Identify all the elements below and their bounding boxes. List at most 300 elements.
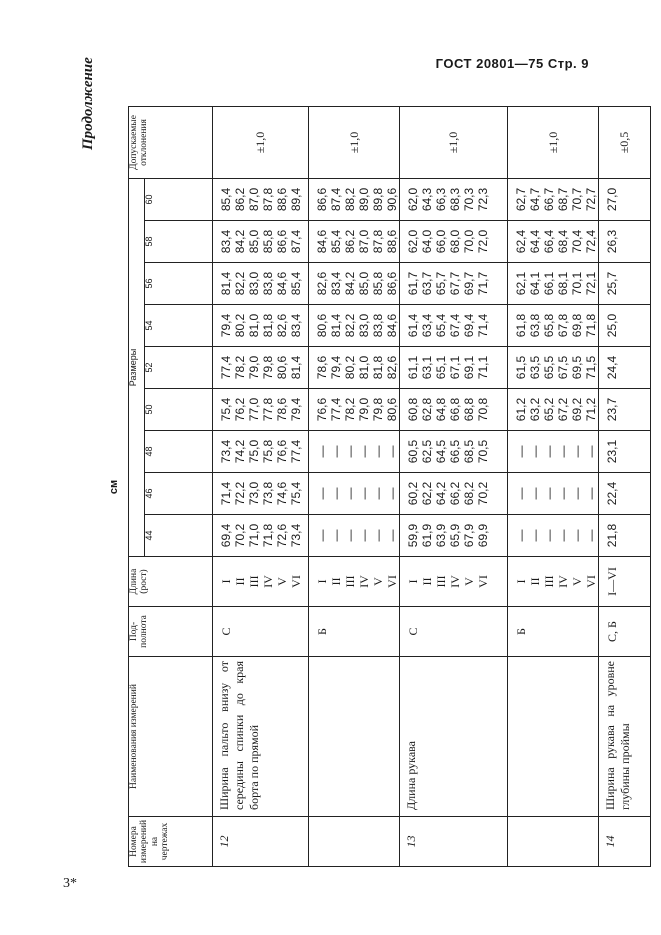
size-value: 85,4 <box>329 229 343 254</box>
size-value: 60,8 <box>406 397 420 422</box>
size-value: 73,4 <box>219 439 233 464</box>
size-value: — <box>357 445 371 458</box>
size-value: 66,3 <box>434 187 448 212</box>
size-value: 69,1 <box>462 355 476 380</box>
size-value: 71,7 <box>476 271 490 296</box>
size-value: 62,5 <box>420 439 434 464</box>
size-value: 83,4 <box>289 313 303 338</box>
size-value: 87,0 <box>357 229 371 254</box>
size-value: 83,0 <box>357 313 371 338</box>
header-size: 58 <box>145 221 213 263</box>
length-value: II <box>233 577 247 586</box>
size-value: 89,8 <box>371 187 385 212</box>
size-value: 71,5 <box>584 355 598 380</box>
size-value: 78,2 <box>343 397 357 422</box>
size-value: 66,0 <box>434 229 448 254</box>
size-value: 79,8 <box>371 397 385 422</box>
size-value: 64,7 <box>528 187 542 212</box>
size-value: 68,7 <box>556 187 570 212</box>
size-value: 71,0 <box>247 523 261 548</box>
header-size: 56 <box>145 263 213 305</box>
size-value: — <box>343 529 357 542</box>
size-value: 76,6 <box>315 397 329 422</box>
length-value: III <box>542 575 556 588</box>
size-value: 61,7 <box>406 271 420 296</box>
size-value-cell <box>309 263 400 305</box>
size-value: 78,6 <box>275 397 289 422</box>
size-value: — <box>385 487 399 500</box>
size-value: — <box>528 487 542 500</box>
size-value: 63,1 <box>420 355 434 380</box>
table-row <box>400 106 508 866</box>
size-value: — <box>343 445 357 458</box>
size-value: 66,4 <box>542 229 556 254</box>
size-value: 81,4 <box>289 355 303 380</box>
size-value-cell <box>508 515 599 557</box>
size-value: 81,0 <box>357 355 371 380</box>
measurement-number <box>508 817 599 867</box>
size-value: 82,2 <box>233 271 247 296</box>
size-value: 82,6 <box>315 271 329 296</box>
size-value-cell <box>309 305 400 347</box>
size-value: 65,4 <box>434 313 448 338</box>
size-value: — <box>556 445 570 458</box>
size-value: — <box>542 445 556 458</box>
size-value-cell <box>309 347 400 389</box>
size-value: 69,7 <box>462 271 476 296</box>
length-value: III <box>343 575 357 588</box>
size-value: 62,0 <box>406 187 420 212</box>
size-value: 67,8 <box>556 313 570 338</box>
length-value: VI <box>584 575 598 588</box>
size-value: 72,0 <box>476 229 490 254</box>
size-value: 85,0 <box>247 229 261 254</box>
size-value: 82,6 <box>385 355 399 380</box>
length-value: IV <box>357 575 371 588</box>
length-value: V <box>371 577 385 586</box>
size-value: 59,9 <box>406 523 420 548</box>
size-value: 62,8 <box>420 397 434 422</box>
header-size: 52 <box>145 347 213 389</box>
size-value: 76,2 <box>233 397 247 422</box>
size-value-cell <box>400 389 508 431</box>
size-value-cell <box>599 515 651 557</box>
header-size: 46 <box>145 473 213 515</box>
length-cell <box>599 557 651 607</box>
size-value: 86,2 <box>233 187 247 212</box>
measurement-number <box>309 817 400 867</box>
size-value: 77,8 <box>261 397 275 422</box>
size-value: 67,9 <box>462 523 476 548</box>
measurement-name: Ширина рукава на уровне глубины проймы <box>599 657 651 817</box>
size-value: 69,9 <box>476 523 490 548</box>
tolerance-cell: ±1,0 <box>508 106 599 178</box>
size-value-cell <box>213 473 309 515</box>
size-value: 61,5 <box>514 355 528 380</box>
size-value: 70,1 <box>570 271 584 296</box>
size-value-cell <box>400 515 508 557</box>
size-value: 70,4 <box>570 229 584 254</box>
size-value: 72,2 <box>233 481 247 506</box>
measurement-name <box>309 657 400 817</box>
size-value: 70,8 <box>476 397 490 422</box>
size-value: 75,4 <box>289 481 303 506</box>
size-value: 63,5 <box>528 355 542 380</box>
header-name: Наименования измерений <box>129 657 213 817</box>
size-value-cell <box>213 178 309 220</box>
size-value: 66,7 <box>542 187 556 212</box>
size-value-cell <box>599 431 651 473</box>
size-value: 69,8 <box>570 313 584 338</box>
size-value: 80,2 <box>343 355 357 380</box>
size-value: 79,4 <box>219 313 233 338</box>
size-value: 72,6 <box>275 523 289 548</box>
size-value: 68,3 <box>448 187 462 212</box>
size-value-cell <box>213 263 309 305</box>
size-value: 87,0 <box>247 187 261 212</box>
size-value: 67,5 <box>556 355 570 380</box>
size-value: 88,6 <box>385 229 399 254</box>
size-value: — <box>514 487 528 500</box>
length-value: IV <box>448 575 462 588</box>
size-value: 25,0 <box>605 313 619 338</box>
size-value-cell <box>400 221 508 263</box>
length-cell <box>309 557 400 607</box>
size-value-cell <box>213 431 309 473</box>
size-value: 81,4 <box>329 313 343 338</box>
size-value: 62,1 <box>514 271 528 296</box>
size-value-cell <box>508 347 599 389</box>
size-value: 77,0 <box>247 397 261 422</box>
tolerance-cell: ±1,0 <box>400 106 508 178</box>
continuation-label: Продолжение <box>80 57 96 150</box>
size-value: 68,0 <box>448 229 462 254</box>
size-value-cell <box>508 263 599 305</box>
size-value: — <box>584 487 598 500</box>
size-value: 72,1 <box>584 271 598 296</box>
tolerance-cell: ±0,5 <box>599 106 651 178</box>
gost-number: ГОСТ 20801—75 <box>435 56 544 71</box>
size-value-cell <box>309 389 400 431</box>
size-value: 79,8 <box>261 355 275 380</box>
size-value: 73,8 <box>261 481 275 506</box>
tolerance-cell: ±1,0 <box>309 106 400 178</box>
size-value: 79,0 <box>247 355 261 380</box>
size-value: 87,4 <box>329 187 343 212</box>
size-value: — <box>528 529 542 542</box>
size-value: 68,2 <box>462 481 476 506</box>
size-value: 22,4 <box>605 481 619 506</box>
size-value-cell <box>508 389 599 431</box>
length-value: I—VI <box>605 567 619 596</box>
size-value: 79,4 <box>329 355 343 380</box>
measurement-name <box>508 657 599 817</box>
length-value: V <box>462 577 476 586</box>
header-size: 50 <box>145 389 213 431</box>
size-value: 88,2 <box>343 187 357 212</box>
size-value: 83,8 <box>261 271 275 296</box>
size-value: 80,6 <box>385 397 399 422</box>
size-value: 62,7 <box>514 187 528 212</box>
size-value: 67,4 <box>448 313 462 338</box>
size-value: 64,3 <box>420 187 434 212</box>
size-value-cell <box>213 221 309 263</box>
measurement-name: Ширина пальто внизу от середины спинки до края борта по прямой <box>213 657 309 817</box>
tolerance-cell: ±1,0 <box>213 106 309 178</box>
size-value: — <box>371 487 385 500</box>
size-value: — <box>514 529 528 542</box>
size-value: 27,0 <box>605 187 619 212</box>
length-value: III <box>247 575 261 588</box>
size-value: 73,4 <box>289 523 303 548</box>
size-value-cell <box>400 431 508 473</box>
size-value: 62,4 <box>514 229 528 254</box>
unit-label: см <box>108 479 120 495</box>
size-value: 63,4 <box>420 313 434 338</box>
size-value: 63,2 <box>528 397 542 422</box>
size-value: — <box>315 487 329 500</box>
size-value: 74,6 <box>275 481 289 506</box>
measurement-number: 13 <box>400 817 508 867</box>
measurements-table <box>128 106 651 867</box>
size-value: 64,2 <box>434 481 448 506</box>
size-value: 64,1 <box>528 271 542 296</box>
length-value: I <box>315 579 329 584</box>
size-value: 67,7 <box>448 271 462 296</box>
size-value: 85,4 <box>289 271 303 296</box>
size-value: 69,4 <box>219 523 233 548</box>
size-value: 84,6 <box>385 313 399 338</box>
size-value: 65,7 <box>434 271 448 296</box>
size-value: 61,4 <box>406 313 420 338</box>
size-value: 77,4 <box>219 355 233 380</box>
header-sizes-label: Размеры <box>129 178 145 556</box>
size-value: — <box>371 445 385 458</box>
size-value: 71,8 <box>584 313 598 338</box>
size-value: 23,1 <box>605 439 619 464</box>
subgroup-cell: С <box>400 607 508 657</box>
size-value: 66,2 <box>448 481 462 506</box>
length-cell <box>400 557 508 607</box>
size-value: 72,7 <box>584 187 598 212</box>
length-value: II <box>329 577 343 586</box>
size-value: 65,1 <box>434 355 448 380</box>
size-value: 24,4 <box>605 355 619 380</box>
size-value-cell <box>599 347 651 389</box>
size-value: 83,4 <box>329 271 343 296</box>
size-value: 77,4 <box>289 439 303 464</box>
size-value: 87,4 <box>289 229 303 254</box>
size-value: 83,8 <box>371 313 385 338</box>
size-value: 65,8 <box>542 313 556 338</box>
subgroup-cell: Б <box>508 607 599 657</box>
size-value: 67,2 <box>556 397 570 422</box>
size-value-cell <box>599 221 651 263</box>
size-value: — <box>528 445 542 458</box>
size-value: 21,8 <box>605 523 619 548</box>
page-header <box>436 56 589 71</box>
size-value: 84,6 <box>275 271 289 296</box>
size-value: 69,4 <box>462 313 476 338</box>
size-value: 64,0 <box>420 229 434 254</box>
size-value: 81,0 <box>247 313 261 338</box>
size-value-cell <box>213 389 309 431</box>
size-value-cell <box>309 473 400 515</box>
size-value-cell <box>309 515 400 557</box>
size-value: 73,0 <box>247 481 261 506</box>
size-value: — <box>556 529 570 542</box>
size-value: 71,1 <box>476 355 490 380</box>
size-value-cell <box>400 305 508 347</box>
size-value-cell <box>508 221 599 263</box>
size-value: 63,7 <box>420 271 434 296</box>
subgroup-cell: С, Б <box>599 607 651 657</box>
size-value: — <box>584 445 598 458</box>
size-value-cell <box>599 389 651 431</box>
size-value-cell <box>400 473 508 515</box>
table-row <box>213 106 309 866</box>
size-value: 89,0 <box>357 187 371 212</box>
size-value: 86,6 <box>275 229 289 254</box>
size-value: 86,6 <box>315 187 329 212</box>
size-value: 76,6 <box>275 439 289 464</box>
size-value: 84,2 <box>233 229 247 254</box>
header-length: Длина (рост) <box>129 557 213 607</box>
size-value-cell <box>599 473 651 515</box>
size-value: 89,4 <box>289 187 303 212</box>
measurement-name: Длина рукава <box>400 657 508 817</box>
size-value: 86,2 <box>343 229 357 254</box>
size-value: 85,8 <box>261 229 275 254</box>
size-value: — <box>357 487 371 500</box>
size-value-cell <box>309 178 400 220</box>
sheet-mark: 3* <box>63 876 77 891</box>
size-value: 65,5 <box>542 355 556 380</box>
size-value: 63,9 <box>434 523 448 548</box>
size-value: 66,5 <box>448 439 462 464</box>
size-value-cell <box>213 305 309 347</box>
size-value: — <box>514 445 528 458</box>
size-value: 78,2 <box>233 355 247 380</box>
size-value: 68,4 <box>556 229 570 254</box>
size-value: 83,4 <box>219 229 233 254</box>
size-value: — <box>329 529 343 542</box>
size-value-cell <box>508 473 599 515</box>
length-value: V <box>275 577 289 586</box>
size-value: 71,4 <box>219 481 233 506</box>
size-value: 64,5 <box>434 439 448 464</box>
length-value: I <box>219 579 233 584</box>
size-value-cell <box>599 178 651 220</box>
size-value: 70,0 <box>462 229 476 254</box>
size-value: 23,7 <box>605 397 619 422</box>
size-value: 74,2 <box>233 439 247 464</box>
size-value: — <box>343 487 357 500</box>
length-value: V <box>570 577 584 586</box>
size-value: 80,6 <box>275 355 289 380</box>
size-value: 61,8 <box>514 313 528 338</box>
size-value-cell <box>309 221 400 263</box>
size-value: 68,5 <box>462 439 476 464</box>
size-value: 83,0 <box>247 271 261 296</box>
length-value: IV <box>261 575 275 588</box>
size-value: 69,5 <box>570 355 584 380</box>
size-value: 86,6 <box>385 271 399 296</box>
size-value: 61,1 <box>406 355 420 380</box>
size-value: — <box>385 529 399 542</box>
size-value-cell <box>400 347 508 389</box>
size-value: 66,8 <box>448 397 462 422</box>
size-value: — <box>385 445 399 458</box>
size-value-cell <box>599 263 651 305</box>
size-value: 75,4 <box>219 397 233 422</box>
header-subgroup: Под-полнота <box>129 607 213 657</box>
size-value: — <box>570 445 584 458</box>
header-size: 60 <box>145 178 213 220</box>
size-value: 68,8 <box>462 397 476 422</box>
size-value: 85,0 <box>357 271 371 296</box>
length-cell <box>508 557 599 607</box>
size-value: 85,8 <box>371 271 385 296</box>
length-value: VI <box>385 575 399 588</box>
size-value: — <box>357 529 371 542</box>
table-row <box>508 106 599 866</box>
size-value: 72,4 <box>584 229 598 254</box>
size-value: 78,6 <box>315 355 329 380</box>
size-value: 82,2 <box>343 313 357 338</box>
length-value: VI <box>476 575 490 588</box>
size-value: 88,6 <box>275 187 289 212</box>
size-value: 26,3 <box>605 229 619 254</box>
size-value: — <box>371 529 385 542</box>
size-value: — <box>570 529 584 542</box>
table-row <box>599 106 651 866</box>
size-value: 84,6 <box>315 229 329 254</box>
size-value: 64,4 <box>528 229 542 254</box>
size-value-cell <box>213 347 309 389</box>
size-value: 67,1 <box>448 355 462 380</box>
size-value: 80,2 <box>233 313 247 338</box>
size-value: — <box>556 487 570 500</box>
size-value: 71,2 <box>584 397 598 422</box>
size-value: — <box>315 445 329 458</box>
size-value: 75,0 <box>247 439 261 464</box>
size-value: 63,8 <box>528 313 542 338</box>
size-value: — <box>315 529 329 542</box>
measurement-number: 14 <box>599 817 651 867</box>
size-value: 70,2 <box>233 523 247 548</box>
size-value: 84,2 <box>343 271 357 296</box>
length-value: II <box>528 577 542 586</box>
header-num: Номера измерений на чертежах <box>129 817 213 867</box>
size-value: 62,2 <box>420 481 434 506</box>
length-value: II <box>420 577 434 586</box>
length-value: VI <box>289 575 303 588</box>
size-value: 80,6 <box>315 313 329 338</box>
length-cell <box>213 557 309 607</box>
size-value: 87,8 <box>371 229 385 254</box>
size-value: — <box>542 529 556 542</box>
size-value: 70,3 <box>462 187 476 212</box>
size-value: 25,7 <box>605 271 619 296</box>
page-number: Стр. 9 <box>547 56 589 71</box>
size-value-cell <box>400 178 508 220</box>
size-value: 71,8 <box>261 523 275 548</box>
size-value: 75,8 <box>261 439 275 464</box>
size-value: 64,8 <box>434 397 448 422</box>
size-value-cell <box>508 431 599 473</box>
rotated-table-area <box>108 107 632 867</box>
